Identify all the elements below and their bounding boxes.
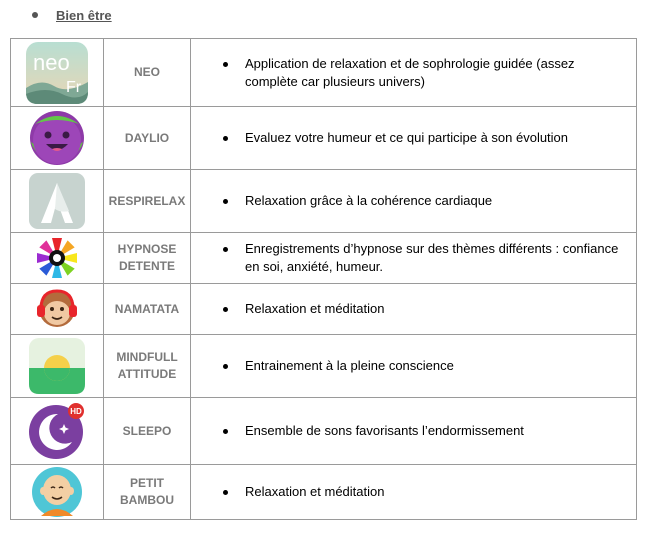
bullet-icon: [223, 490, 228, 495]
bullet-icon: [223, 364, 228, 369]
app-description-cell: [191, 39, 637, 107]
app-description: Enregistrements d’hypnose sur des thèmes différents : confiance en soi, anxiété, humeur.: [245, 241, 619, 274]
table-row: [11, 170, 637, 233]
app-description-cell: [191, 465, 637, 520]
icon-cell: [11, 233, 104, 284]
section-title: Bien être: [56, 8, 112, 23]
icon-cell: [11, 398, 104, 465]
bullet-icon: [223, 62, 228, 67]
app-name: RESPIRELAX: [104, 170, 191, 233]
bullet-icon: [32, 12, 38, 18]
app-description: Application de relaxation et de sophrologie guidée (assez complète car plusieurs univers): [245, 55, 575, 89]
bullet-icon: [223, 429, 228, 434]
namatata-app-icon: [35, 287, 79, 331]
section-heading: [32, 8, 112, 23]
app-name: PETIT BAMBOU: [104, 465, 191, 520]
mindfull-attitude-app-icon: [29, 338, 85, 394]
apps-table: [10, 38, 637, 520]
app-name: SLEEPO: [104, 398, 191, 465]
table-row: [11, 465, 637, 520]
svg-text:Fr: Fr: [66, 78, 82, 96]
app-description-cell: [191, 233, 637, 284]
icon-cell: [11, 335, 104, 398]
app-description-cell: [191, 398, 637, 465]
petit-bambou-app-icon: [31, 466, 83, 518]
app-description: Relaxation et méditation: [245, 301, 385, 316]
app-description-cell: [191, 335, 637, 398]
bullet-icon: [223, 136, 228, 141]
bullet-icon: [223, 247, 228, 252]
app-name: DAYLIO: [104, 107, 191, 170]
app-description-cell: [191, 170, 637, 233]
app-description-cell: [191, 107, 637, 170]
table-row: [11, 284, 637, 335]
app-description: Ensemble de sons favorisants l’endormissement: [245, 423, 524, 438]
app-description: Relaxation grâce à la cohérence cardiaque: [245, 193, 493, 208]
app-description: Entrainement à la pleine conscience: [245, 358, 454, 373]
table-row: [11, 335, 637, 398]
daylio-app-icon: [29, 110, 85, 166]
sleepo-app-icon: [28, 402, 86, 460]
icon-cell: [11, 465, 104, 520]
bullet-icon: [223, 199, 228, 204]
svg-text:HD: HD: [70, 407, 82, 416]
app-name: HYPNOSE DETENTE: [104, 233, 191, 284]
table-row: [11, 398, 637, 465]
bullet-icon: [223, 307, 228, 312]
table-row: [11, 39, 637, 107]
icon-cell: [11, 170, 104, 233]
app-name: MINDFULL ATTITUDE: [104, 335, 191, 398]
icon-cell: [11, 39, 104, 107]
app-name: NAMATATA: [104, 284, 191, 335]
svg-text:neo: neo: [33, 49, 70, 75]
app-name: NEO: [104, 39, 191, 107]
app-description: Relaxation et méditation: [245, 484, 385, 499]
icon-cell: [11, 107, 104, 170]
icon-cell: [11, 284, 104, 335]
hypnose-detente-app-icon: [35, 236, 79, 280]
respirelax-app-icon: [29, 173, 85, 229]
neo-app-icon: [26, 42, 88, 104]
table-row: [11, 233, 637, 284]
app-description-cell: [191, 284, 637, 335]
table-row: [11, 107, 637, 170]
app-description: Evaluez votre humeur et ce qui participe à son évolution: [245, 130, 569, 145]
